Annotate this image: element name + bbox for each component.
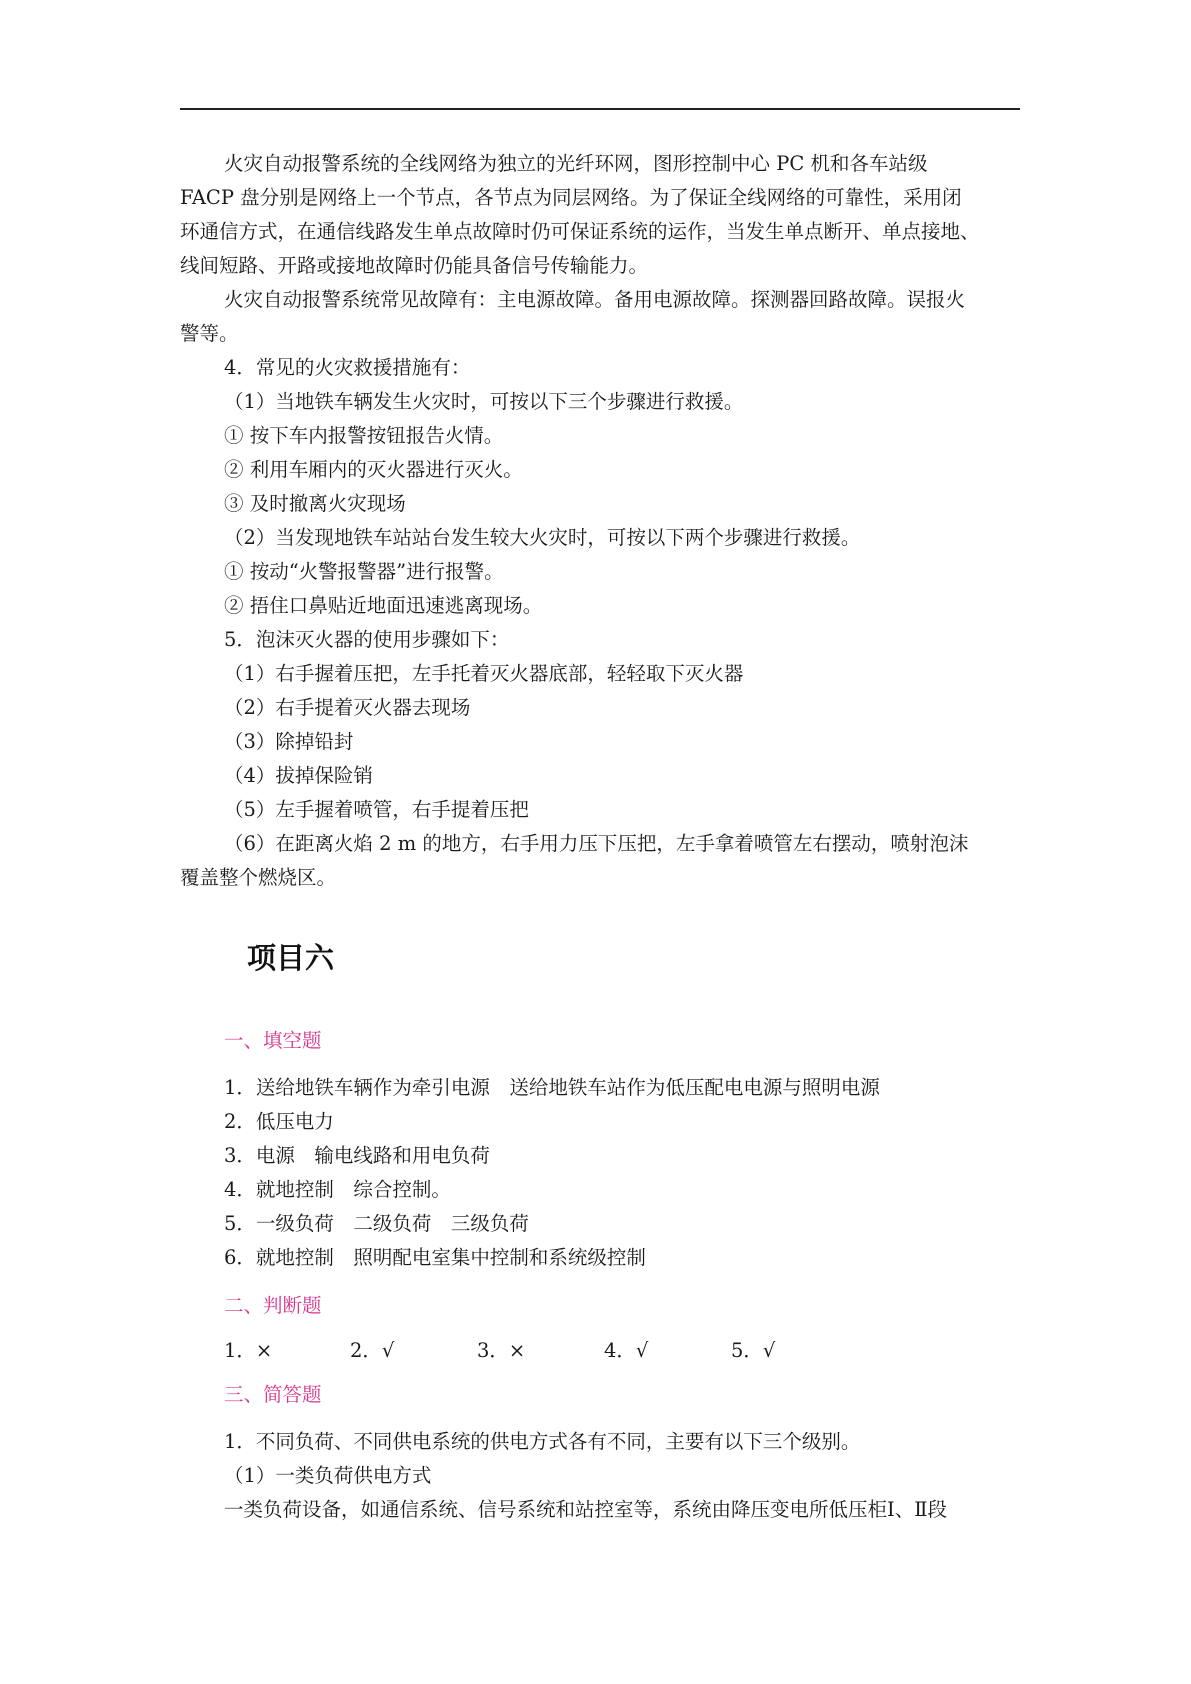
intro-p1-line-1: 火灾自动报警系统的全线网络为独立的光纤环网，图形控制中心 PC 机和各车站级 (224, 152, 928, 175)
q4-part2-step-1: ① 按动“火警报警器”进行报警。 (224, 560, 504, 583)
intro-p2-line-2: 警等。 (180, 322, 239, 345)
q4-part1-title: （1）当地铁车辆发生火灾时，可按以下三个步骤进行救援。 (224, 390, 744, 413)
header-rule (180, 108, 1020, 110)
section-heading-short-answer: 三、简答题 (224, 1383, 322, 1406)
short-answer-q1-part1-text: 一类负荷设备，如通信系统、信号系统和站控室等，系统由降压变电所低压柜Ⅰ、Ⅱ段 (224, 1498, 947, 1521)
short-answer-q1-part1-title: （1）一类负荷供电方式 (224, 1464, 432, 1487)
q4-part2-step-2: ② 捂住口鼻贴近地面迅速逃离现场。 (224, 594, 543, 617)
project-title: 项目六 (247, 941, 335, 975)
q4-part1-step-3: ③ 及时撤离火灾现场 (224, 492, 406, 515)
true-false-answer-1: 1．× (224, 1339, 273, 1362)
q5-step-5: （5）左手握着喷管，右手提着压把 (224, 798, 529, 821)
fill-in-answer-5: 5．一级负荷 二级负荷 三级负荷 (224, 1212, 529, 1235)
section-heading-fill-in: 一、填空题 (224, 1029, 322, 1052)
intro-p1-line-2: FACP 盘分别是网络上一个节点，各节点为同层网络。为了保证全线网络的可靠性，采用闭 (180, 186, 962, 209)
fill-in-answer-4: 4．就地控制 综合控制。 (224, 1178, 451, 1201)
short-answer-q1: 1．不同负荷、不同供电系统的供电方式各有不同，主要有以下三个级别。 (224, 1430, 861, 1453)
fill-in-answer-1: 1．送给地铁车辆作为牵引电源 送给地铁车站作为低压配电电源与照明电源 (224, 1076, 880, 1099)
q5-title: 5．泡沫灭火器的使用步骤如下： (224, 628, 510, 651)
true-false-answer-3: 3．× (477, 1339, 526, 1362)
true-false-answer-4: 4．√ (604, 1339, 649, 1362)
intro-p2-line-1: 火灾自动报警系统常见故障有：主电源故障。备用电源故障。探测器回路故障。误报火 (224, 288, 966, 311)
q5-step-1: （1）右手握着压把，左手托着灭火器底部，轻轻取下灭火器 (224, 662, 744, 685)
q4-title: 4．常见的火灾救援措施有： (224, 356, 471, 379)
true-false-answer-5: 5．√ (731, 1339, 776, 1362)
q5-step-4: （4）拔掉保险销 (224, 764, 373, 787)
q5-step-3: （3）除掉铅封 (224, 730, 354, 753)
q4-part2-title: （2）当发现地铁车站站台发生较大火灾时，可按以下两个步骤进行救援。 (224, 526, 861, 549)
fill-in-answer-3: 3．电源 输电线路和用电负荷 (224, 1144, 490, 1167)
q5-step-2: （2）右手提着灭火器去现场 (224, 696, 471, 719)
true-false-answers (224, 1337, 924, 1365)
fill-in-answer-6: 6．就地控制 照明配电室集中控制和系统级控制 (224, 1246, 646, 1269)
q4-part1-step-1: ① 按下车内报警按钮报告火情。 (224, 424, 504, 447)
intro-p1-line-4: 线间短路、开路或接地故障时仍能具备信号传输能力。 (180, 254, 649, 277)
fill-in-answer-2: 2．低压电力 (224, 1110, 334, 1133)
q4-part1-step-2: ② 利用车厢内的灭火器进行灭火。 (224, 458, 523, 481)
true-false-answer-2: 2．√ (350, 1339, 395, 1362)
section-heading-true-false: 二、判断题 (224, 1294, 322, 1317)
intro-p1-line-3: 环通信方式，在通信线路发生单点故障时仍可保证系统的运作，当发生单点断开、单点接地、 (180, 220, 980, 243)
q5-step-6-line-2: 覆盖整个燃烧区。 (180, 866, 337, 889)
q5-step-6-line-1: （6）在距离火焰 2 m 的地方，右手用力压下压把，左手拿着喷管左右摆动，喷射泡沫 (224, 832, 969, 855)
